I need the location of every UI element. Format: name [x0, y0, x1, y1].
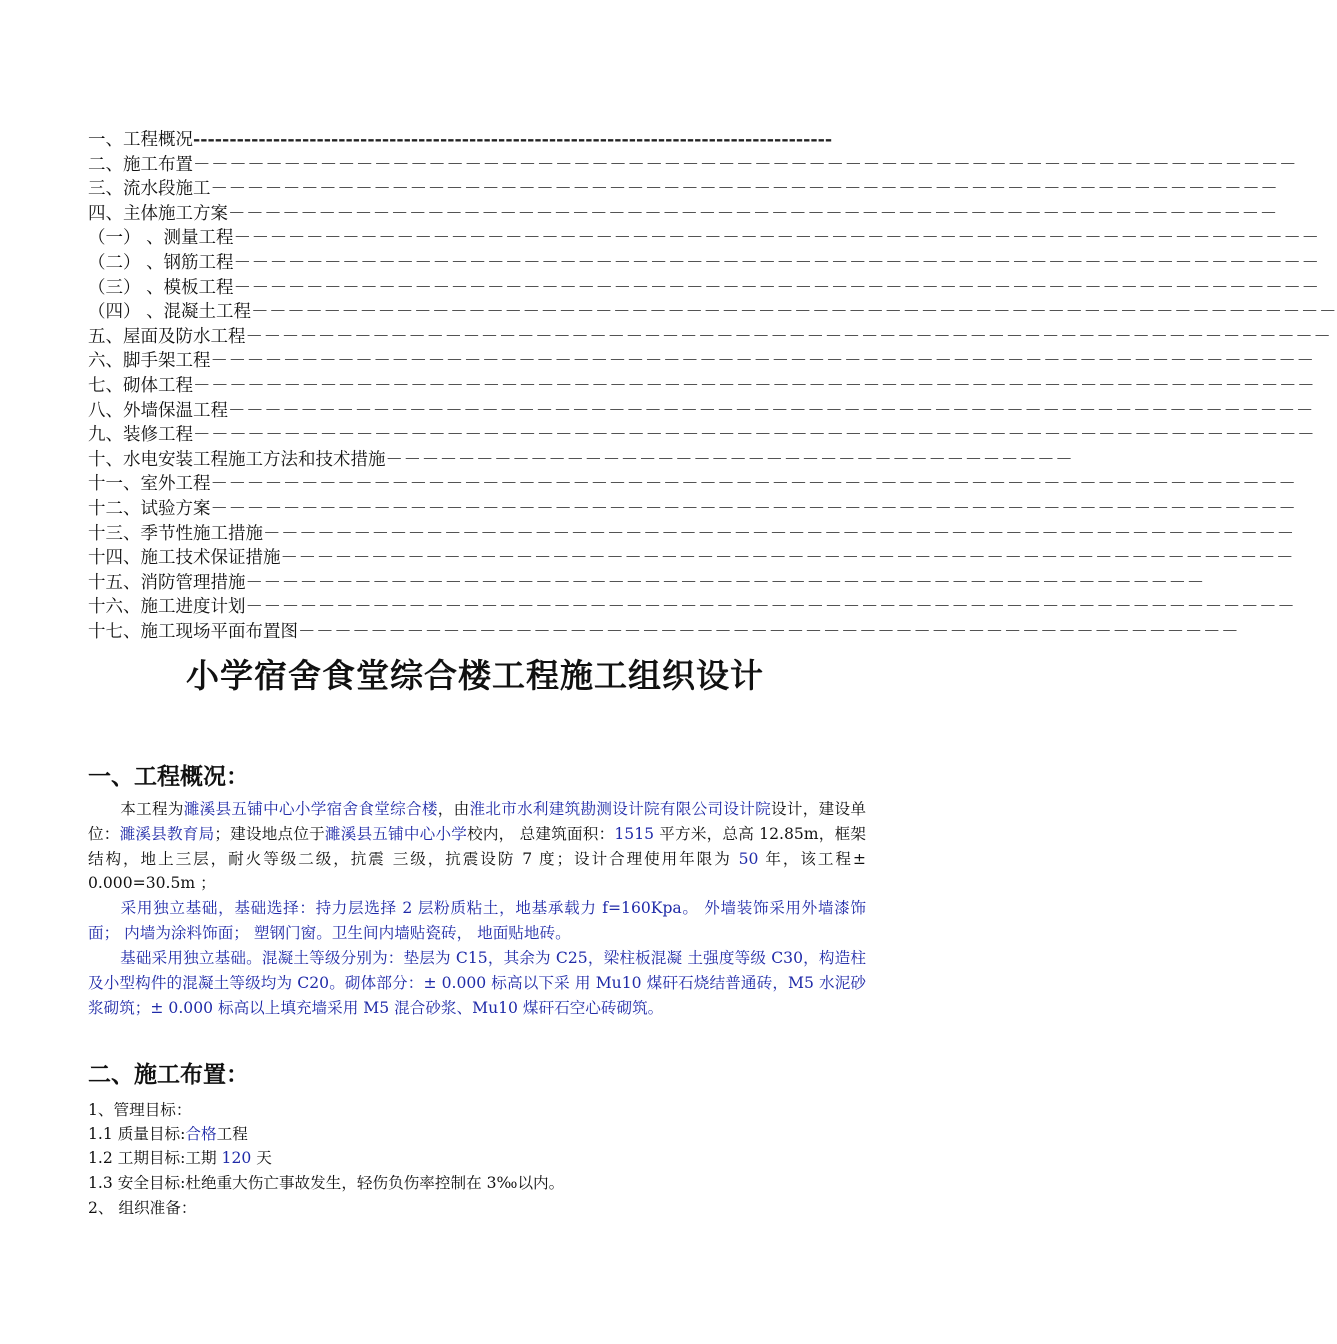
overview-paragraph-1: [88, 797, 866, 896]
toc-entry-label: 十四、施工技术保证措施: [88, 548, 281, 569]
toc-leader-dashes: －－－－－－－－－－－－－－－－－－－－－－－－－－－－－－－－－－－－－－－－－－－－－－－－－－－－－－－－－－－－: [233, 252, 1320, 273]
toc-leader-dashes: －－－－－－－－－－－－－－－－－－－－－－－－－－－－－－－－－－－－－－－－－－－－－－－－－－－－－－－－－－－－: [233, 277, 1320, 298]
text-run: 濉溪县五铺中心小学: [324, 824, 468, 843]
toc-entry[interactable]: [88, 374, 1316, 399]
toc-entry-label: 十七、施工现场平面布置图: [88, 621, 298, 642]
toc-leader-dashes: －－－－－－－－－－－－－－－－－－－－－－－－－－－－－－－－－－－－－－－－－－－－－－－－－－－－－－－－: [280, 548, 1295, 569]
text-run: 120: [221, 1149, 252, 1167]
toc-entry[interactable]: [88, 546, 1295, 571]
toc-entry[interactable]: [88, 202, 1278, 227]
toc-entry[interactable]: [88, 472, 1297, 497]
text-run: 基础采用独立基础。混凝土等级分别为：垫层为 C15，其余为 C25，梁柱板混凝 土强度等级 C30，构造柱及小型构件的混凝土等级均为 C20。砌体部分：± 0.000 标高以下采 用 Mu10 煤矸石烧结普通砖，M5 水泥砂浆砌筑；± 0.000 标高以上填充墙采用 M5 混合砂浆、Mu10 煤矸石空心砖砌筑。: [88, 949, 866, 1017]
toc-leader-dashes: －－－－－－－－－－－－－－－－－－－－－－－－－－－－－－－－－－－－－－－－－－－－－－－－－－－－－－－－－－－－－－: [193, 375, 1316, 396]
toc-leader-dashes: －－－－－－－－－－－－－－－－－－－－－－－－－－－－－－－－－－－－－－－－－－－－－－－－－－－－－－－－－－－: [210, 179, 1279, 200]
table-of-contents: [88, 128, 1337, 644]
toc-entry[interactable]: [88, 276, 1320, 301]
text-run: 50: [738, 849, 759, 868]
text-run: 濉溪县教育局: [119, 824, 215, 843]
toc-leader-dashes: －－－－－－－－－－－－－－－－－－－－－－－－－－－－－－－－－－－－－－－－－－－－－－－－－－－－－－－－－－－－: [210, 474, 1297, 495]
toc-entry-label: 一、工程概况: [88, 130, 193, 150]
toc-entry[interactable]: [88, 325, 1332, 350]
toc-entry-label: 十三、季节性施工措施: [88, 523, 263, 544]
text-run: 天: [251, 1149, 272, 1167]
toc-entry-label: 五、屋面及防水工程: [88, 326, 246, 347]
text-run: ；建设地点位于: [214, 824, 325, 843]
text-run: 2、 组织准备：: [88, 1199, 197, 1217]
toc-entry-label: 六、脚手架工程: [88, 351, 211, 372]
toc-entry[interactable]: [88, 177, 1279, 202]
text-run: 年，该工程± 0.000=30.5m ；: [88, 849, 866, 893]
toc-entry[interactable]: [88, 497, 1297, 522]
toc-leader-dashes: －－－－－－－－－－－－－－－－－－－－－－－－－－－－－－－－－－－－－－－－－－－－－－－－－－－－－－－－－－－－: [228, 400, 1314, 421]
toc-entry[interactable]: [88, 349, 1315, 374]
toc-entry[interactable]: [88, 399, 1314, 424]
toc-entry-label: 十、水电安装工程施工方法和技术措施: [88, 449, 386, 470]
toc-leader-dashes: －－－－－－－－－－－－－－－－－－－－－－－－－－－－－－－－－－－－－－－－－－－－－－－－－－－－－－－－－－－－: [233, 228, 1320, 249]
toc-entry-label: 十五、消防管理措施: [88, 572, 246, 593]
toc-leader-dashes: ----------------------------------------------------------------------------------------: [193, 130, 833, 150]
toc-entry[interactable]: [88, 448, 1074, 473]
toc-leader-dashes: －－－－－－－－－－－－－－－－－－－－－－－－－－－－－－－－－－－－－－－－－－－－－－－－－－－－: [298, 621, 1240, 642]
toc-entry[interactable]: [88, 251, 1320, 276]
toc-entry-label: 十一、室外工程: [88, 474, 211, 495]
toc-entry[interactable]: [88, 153, 1298, 178]
toc-entry[interactable]: [88, 423, 1316, 448]
toc-leader-dashes: －－－－－－－－－－－－－－－－－－－－－－－－－－－－－－－－－－－－－－－－－－－－－－－－－－－－－: [245, 572, 1205, 593]
toc-leader-dashes: －－－－－－－－－－－－－－－－－－－－－－－－－－－－－－－－－－－－－－－－－－－－－－－－－－－－－－－－－－－－: [210, 498, 1297, 519]
toc-leader-dashes: －－－－－－－－－－－－－－－－－－－－－－－－－－－－－－－－－－－－－－－－－－－－－－－－－－－－－－－－－－－－: [251, 302, 1337, 323]
text-run: 设计，建设单位：: [88, 800, 866, 843]
toc-entry[interactable]: [88, 571, 1205, 596]
toc-entry-label: 七、砌体工程: [88, 375, 193, 396]
toc-entry-label: 十二、试验方案: [88, 498, 211, 519]
overview-paragraph-3: [88, 946, 866, 1020]
toc-entry[interactable]: [88, 620, 1240, 645]
toc-entry[interactable]: [88, 522, 1295, 547]
plan-line: [88, 1098, 191, 1122]
toc-entry-label: （三） 、模板工程: [88, 277, 234, 298]
text-run: 合格: [185, 1125, 217, 1143]
text-run: 1.2 工期目标:工期: [88, 1149, 222, 1167]
text-run: 1.3 安全目标:杜绝重大伤亡事故发生，轻伤负伤率控制在 3‰以内。: [88, 1174, 565, 1192]
text-run: 平方米，总高 12.85m，框架结构，地上三层，耐火等级二级，抗震 三级，抗震设防 7 度；设计合理使用年限为: [88, 824, 866, 868]
toc-entry-label: 二、施工布置: [88, 154, 193, 175]
toc-entry-label: 四、主体施工方案: [88, 203, 228, 224]
toc-entry[interactable]: [88, 128, 868, 153]
text-run: 1.1 质量目标:: [88, 1125, 186, 1143]
text-run: 采用独立基础，基础选择：持力层选择 2 层粉质粘土，地基承载力 f=160Kpa。 外墙装饰采用外墙漆饰面； 内墙为涂料饰面； 塑钢门窗。卫生间内墙贴瓷砖， 地面贴地砖。: [88, 899, 866, 942]
text-run: 本工程为: [120, 800, 184, 818]
toc-entry[interactable]: [88, 595, 1296, 620]
toc-leader-dashes: －－－－－－－－－－－－－－－－－－－－－－－－－－－－－－－－－－－－－－－－－－－－－－－－－－－－－－－－－－: [245, 597, 1296, 618]
plan-line: [88, 1171, 564, 1195]
text-run: 濉溪县五铺中心小学宿舍食堂综合楼: [183, 800, 438, 818]
text-run: 工程: [216, 1125, 248, 1143]
overview-paragraph-2: [88, 896, 866, 946]
toc-leader-dashes: －－－－－－－－－－－－－－－－－－－－－－－－－－－－－－－－－－－－－－－－－－－－－－－－－－－－－－－－－: [263, 523, 1295, 544]
plan-line: [88, 1146, 272, 1170]
toc-entry[interactable]: [88, 226, 1320, 251]
text-run: 1515: [614, 824, 655, 843]
toc-entry-label: （四） 、混凝土工程: [88, 302, 252, 323]
plan-line: [88, 1196, 196, 1220]
toc-leader-dashes: －－－－－－－－－－－－－－－－－－－－－－－－－－－－－－－－－－－－－－－－－－－－－－－－－－－－－－－－－－－－－: [210, 351, 1315, 372]
toc-entry[interactable]: [88, 300, 1337, 325]
document-title: 小学宿舍食堂综合楼工程施工组织设计: [186, 656, 764, 695]
section-heading-overview: 一、工程概况：: [88, 764, 249, 790]
toc-entry-label: （二） 、钢筋工程: [88, 252, 234, 273]
text-run: 校内， 总建筑面积：: [467, 824, 615, 843]
section-heading-layout: 二、施工布置：: [88, 1062, 249, 1088]
toc-leader-dashes: －－－－－－－－－－－－－－－－－－－－－－－－－－－－－－－－－－－－－－: [385, 449, 1074, 470]
toc-leader-dashes: －－－－－－－－－－－－－－－－－－－－－－－－－－－－－－－－－－－－－－－－－－－－－－－－－－－－－－－－－－－－: [245, 326, 1332, 347]
toc-entry-label: 十六、施工进度计划: [88, 597, 246, 618]
toc-leader-dashes: －－－－－－－－－－－－－－－－－－－－－－－－－－－－－－－－－－－－－－－－－－－－－－－－－－－－－－－－－－－－－－: [193, 425, 1316, 446]
text-run: 1、管理目标：: [88, 1101, 192, 1119]
toc-entry-label: 九、装修工程: [88, 425, 193, 446]
toc-leader-dashes: －－－－－－－－－－－－－－－－－－－－－－－－－－－－－－－－－－－－－－－－－－－－－－－－－－－－－－－－－－: [228, 203, 1278, 224]
toc-entry-label: 三、流水段施工: [88, 179, 211, 200]
toc-leader-dashes: －－－－－－－－－－－－－－－－－－－－－－－－－－－－－－－－－－－－－－－－－－－－－－－－－－－－－－－－－－－－－: [193, 154, 1298, 175]
toc-entry-label: 八、外墙保温工程: [88, 400, 228, 421]
text-run: 淮北市水利建筑勘测设计院有限公司设计院: [469, 800, 771, 818]
plan-line: [88, 1122, 248, 1146]
toc-entry-label: （一） 、测量工程: [88, 228, 234, 249]
text-run: ，由: [437, 800, 470, 818]
